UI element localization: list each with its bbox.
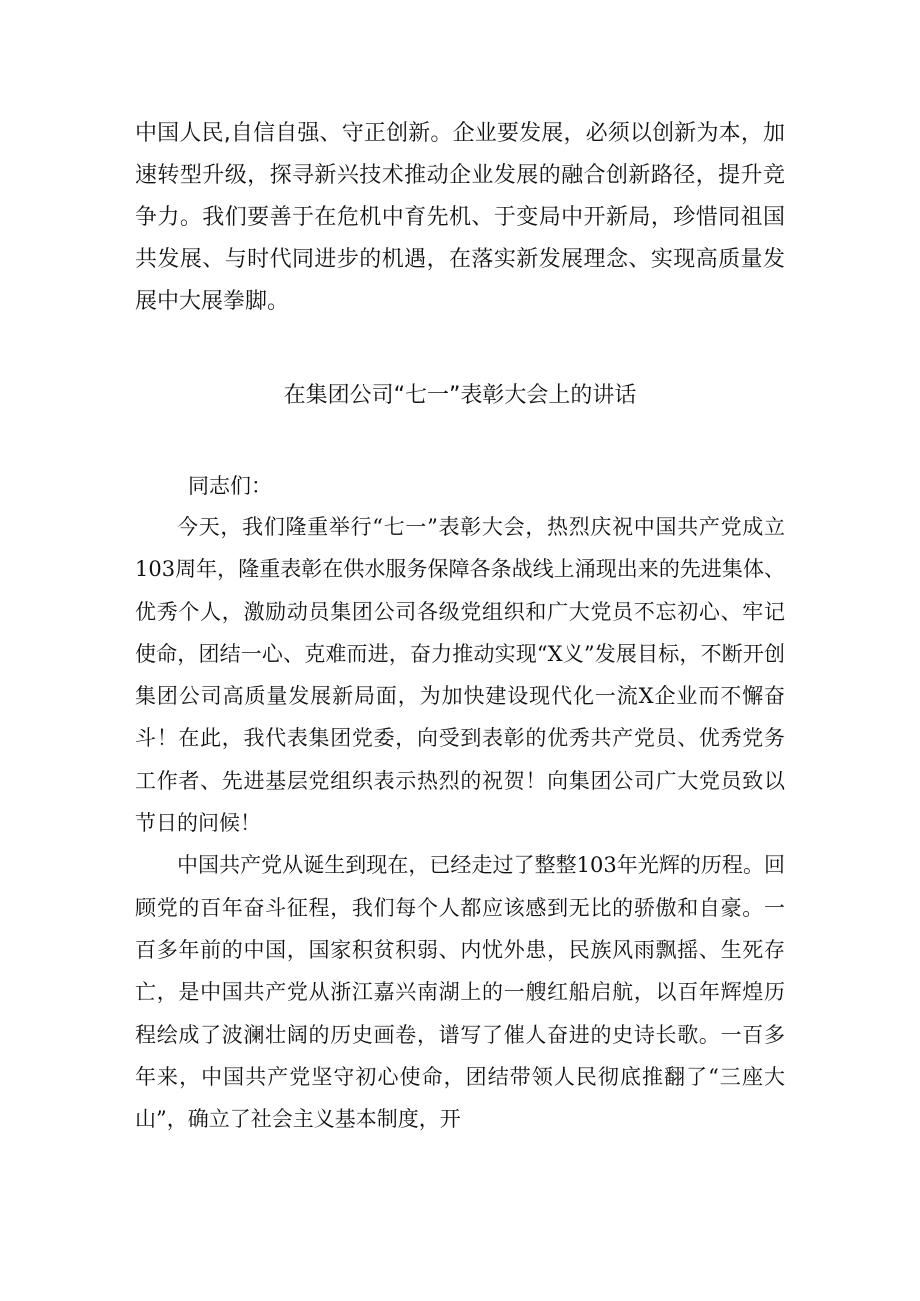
salutation: 同志们： bbox=[188, 474, 272, 498]
speech-body bbox=[135, 506, 785, 1140]
body-paragraph-1: 今天，我们隆重举行“七一”表彰大会，热烈庆祝中国共产党成立103周年，隆重表彰在供水服务保障各条战线上涌现出来的先进集体、优秀个人，激励动员集团公司各级党组织和广大党员不忘初心、牢记使命，团结一心、克难而进，奋力推动实现“X义”发展目标，不断开创集团公司高质量发展新局面，为加快建设现代化一流X企业而不懈奋斗！在此，我代表集团党委，向受到表彰的优秀共产党员、优秀党务工作者、先进基层党组织表示热烈的祝贺！向集团公司广大党员致以节日的问候！ bbox=[135, 515, 785, 836]
body-paragraph-2: 中国共产党从诞生到现在，已经走过了整整103年光辉的历程。回顾党的百年奋斗征程，我们每个人都应该感到无比的骄傲和自豪。一百多年前的中国，国家积贫积弱、内忧外患，民族风雨飘摇、生死存亡，是中国共产党从浙江嘉兴南湖上的一艘红船启航，以百年辉煌历程绘成了波澜壮阔的历史画卷，谱写了催人奋进的史诗长歌。一百多年来，中国共产党坚守初心使命，团结带领人民彻底推翻了“三座大山”，确立了社会主义基本制度，开 bbox=[135, 853, 785, 1132]
previous-section-paragraph: 中国人民,自信自强、守正创新。企业要发展，必须以创新为本，加速转型升级，探寻新兴技术推动企业发展的融合创新路径，提升竞争力。我们要善于在危机中育先机、于变局中开新局，珍惜同祖国共发展、与时代同进步的机遇，在落实新发展理念、实现高质量发展中大展拳脚。 bbox=[135, 121, 785, 314]
speech-title: 在集团公司“七一”表彰大会上的讲话 bbox=[283, 383, 637, 408]
